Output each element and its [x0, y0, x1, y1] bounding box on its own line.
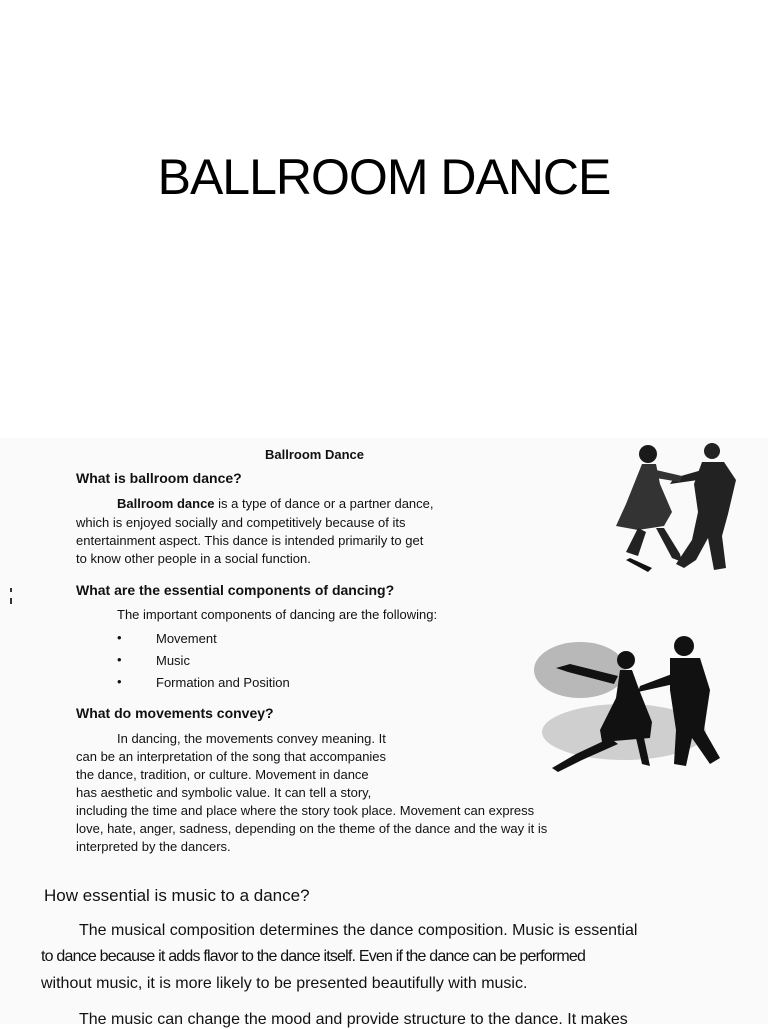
- paragraph-line: which is enjoyed socially and competitively because of its: [76, 515, 406, 530]
- scan-heading: Ballroom Dance: [265, 447, 364, 462]
- question-what-is: What is ballroom dance?: [76, 470, 242, 486]
- paragraph-line: to dance because it adds flavor to the dance itself. Even if the dance can be performed: [41, 948, 586, 965]
- paragraph-line: including the time and place where the story took place. Movement can express: [76, 803, 535, 818]
- scan-mark: [10, 588, 12, 592]
- bullet-dot: •: [117, 630, 122, 645]
- bullet-item: Formation and Position: [156, 675, 290, 690]
- paragraph-line: In dancing, the movements convey meaning. It: [117, 731, 386, 746]
- paragraph-line: The music can change the mood and provide structure to the dance. It makes: [79, 1011, 628, 1028]
- paragraph-line: can be an interpretation of the song that accompanies: [76, 749, 387, 764]
- bullet-dot: •: [117, 674, 122, 689]
- paragraph-text: is a type of dance or a partner dance,: [214, 496, 434, 511]
- silhouette-illustration: [530, 634, 750, 774]
- dancing-couple-illustration: [598, 440, 754, 576]
- paragraph-line: The important components of dancing are the following:: [117, 607, 438, 622]
- question-movements: What do movements convey?: [76, 705, 274, 721]
- paragraph-line: entertainment aspect. This dance is intended primarily to get: [76, 533, 424, 548]
- bullet-dot: •: [117, 652, 122, 667]
- bold-term: Ballroom dance: [117, 496, 215, 511]
- bullet-item: Music: [156, 653, 190, 668]
- scan-mark: [10, 598, 12, 604]
- paragraph-line: without music, it is more likely to be presented beautifully with music.: [41, 975, 528, 992]
- question-components: What are the essential components of dancing?: [76, 582, 395, 598]
- paragraph-line: The musical composition determines the dance composition. Music is essential: [79, 922, 638, 939]
- paragraph-line: interpreted by the dancers.: [76, 839, 231, 854]
- paragraph-line: love, hate, anger, sadness, depending on the theme of the dance and the way it is: [76, 821, 548, 836]
- paragraph-line: [117, 495, 434, 513]
- paragraph-line: has aesthetic and symbolic value. It can tell a story,: [76, 785, 372, 800]
- question-music: How essential is music to a dance?: [44, 886, 310, 905]
- paragraph-line: the dance, tradition, or culture. Movement in dance: [76, 767, 369, 782]
- bullet-item: Movement: [156, 631, 217, 646]
- paragraph-line: to know other people in a social function.: [76, 551, 311, 566]
- slide-title: BALLROOM DANCE: [157, 149, 611, 205]
